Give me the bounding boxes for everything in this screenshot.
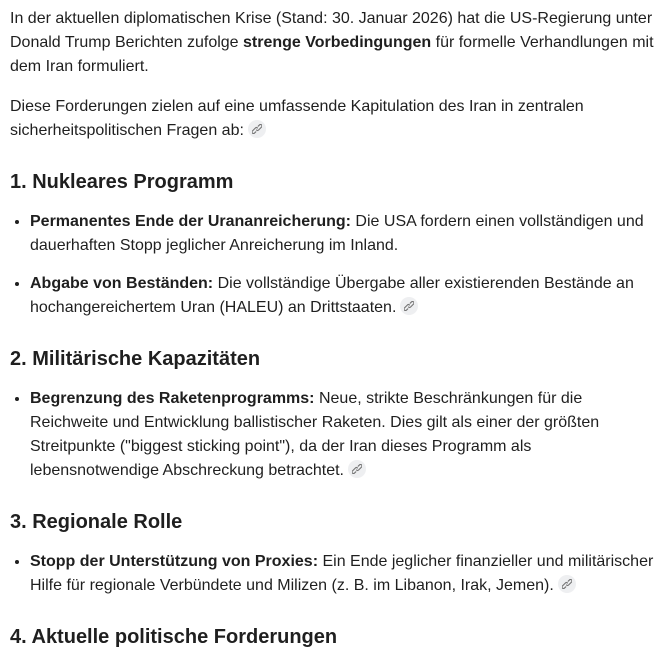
section-heading: 4. Aktuelle politische Forderungen bbox=[10, 626, 338, 648]
section-heading: 3. Regionale Rolle bbox=[10, 511, 183, 533]
section-heading: 1. Nukleares Programm bbox=[10, 171, 234, 193]
list-item: • Abgabe von Beständen: Die vollständige Übergabe aller existierenden Bestände an hochangereichertem Uran (HALEU) an Drittstaaten. bbox=[30, 271, 661, 320]
list-item: • Permanentes Ende der Urananreicherung: Die USA fordern einen vollständigen und dauerhaften Stopp jeglicher Anreicherung im Inland. bbox=[30, 209, 661, 258]
list-item: • Stopp der Unterstützung von Proxies: Ein Ende jeglicher finanzieller und militärischer Hilfe für regionale Verbündete und Milizen (z. B. im Libanon, Irak, Jemen). bbox=[30, 549, 661, 598]
bullet-list bbox=[10, 386, 661, 483]
list-item: • Begrenzung des Raketenprogramms: Neue, strikte Beschränkungen für die Reichweite und Entwicklung ballistischer Raketen. Dies gilt als einer der größten Streitpunkte ("biggest sticking point"), da der Iran dieses Programm als lebensnotwendige Abschreckung betrachtet. bbox=[30, 386, 661, 483]
emphasis-text: strenge Vorbedingungen bbox=[243, 34, 432, 51]
section-nuclear-program bbox=[10, 168, 661, 320]
bullet-list bbox=[10, 549, 661, 598]
link-icon[interactable] bbox=[400, 297, 418, 315]
section-military-capacities bbox=[10, 345, 661, 483]
link-icon[interactable] bbox=[558, 575, 576, 593]
section-political-demands bbox=[10, 623, 661, 651]
link-icon[interactable] bbox=[348, 460, 366, 478]
bullet-list bbox=[10, 209, 661, 320]
link-icon[interactable] bbox=[248, 120, 266, 138]
section-heading: 2. Militärische Kapazitäten bbox=[10, 348, 261, 370]
intro-paragraph-1: In der aktuellen diplomatischen Krise (Stand: 30. Januar 2026) hat die US-Regierung unter Donald Trump Berichten zufolge strenge Vorbedingungen für formelle Verhandlungen mit dem Iran formuliert. bbox=[10, 10, 654, 75]
intro-paragraph-2: Diese Forderungen zielen auf eine umfassende Kapitulation des Iran in zentralen sicherheitspolitischen Fragen ab: bbox=[10, 98, 584, 139]
section-regional-role bbox=[10, 508, 661, 598]
